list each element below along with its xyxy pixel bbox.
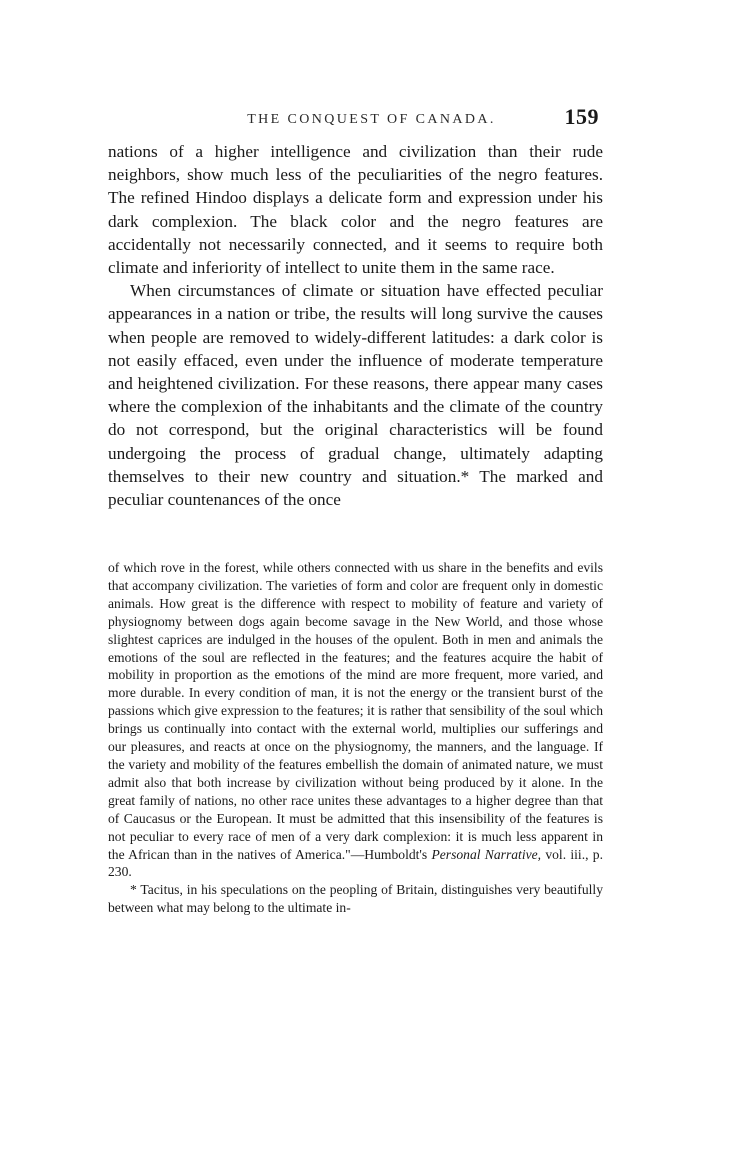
footnote-continuation	[108, 559, 603, 881]
page-number: 159	[564, 104, 599, 129]
footnote-tacitus: * Tacitus, in his speculations on the peopling of Britain, distinguishes very beautifully between what may belong to the ultimate in-	[108, 882, 603, 916]
footnote-citation: vol. iii., p. 230.	[108, 846, 603, 880]
main-text	[108, 140, 603, 511]
body-paragraph-2: When circumstances of climate or situation have effected peculiar appearances in a nation or tribe, the results will long survive the causes when people are removed to widely-different latitudes: a dark color is not easily effaced, even under the influence of moderate temperature and heightened civilization. For these reasons, there appear many cases where the complexion of the inhabitants and the climate of the country do not correspond, but the original characteristics will be found undergoing the process of gradual change, ultimately adapting themselves to their new country and situation.* The marked and peculiar countenances of the once	[108, 281, 603, 510]
running-head	[108, 104, 603, 134]
footnote-text: of which rove in the forest, while others connected with us share in the benefits and evils that accompany civilization. The varieties of form and color are frequent only in domestic animals. How great is the difference with respect to mobility of feature and variety of physiognomy between dogs again become savage in the New World, and those whose slightest caprices are indulged in the houses of the opulent. Both in men and animals the emotions of the soul are reflected in the features; and the features acquire the habit of mobility in proportion as the emotions of the mind are more frequent, more varied, and more durable. In every condition of man, it is not the energy or the transient burst of the passions which give expression to the features; it is rather that sensibility of the soul which brings us continually into contact with the external world, multiplies our sufferings and our pleasures, and reacts at once on the physiognomy, the manners, and the language. If the variety and mobility of the features embellish the domain of animated nature, we must admit also that both increase by civilization without being produced by it alone. In the great family of nations, no other race unites these advantages to a higher degree than that of Caucasus or the European. It must be admitted that this insensibility of the features is not peculiar to every race of men of a very dark complexion: it is much less apparent in the African than in the natives of America."—Humboldt's	[108, 560, 603, 862]
body-paragraph-1: nations of a higher intelligence and civilization than their rude neighbors, show much less of the peculiarities of the negro features. The refined Hindoo displays a delicate form and expression under his dark complexion. The black color and the negro features are accidentally not necessarily connected, and it seems to require both climate and inferiority of intellect to unite them in the same race.	[108, 142, 603, 278]
running-title: THE CONQUEST OF CANADA.	[247, 112, 496, 127]
footnotes	[108, 559, 603, 917]
footnote-italic-title: Personal Narrative,	[431, 846, 542, 862]
